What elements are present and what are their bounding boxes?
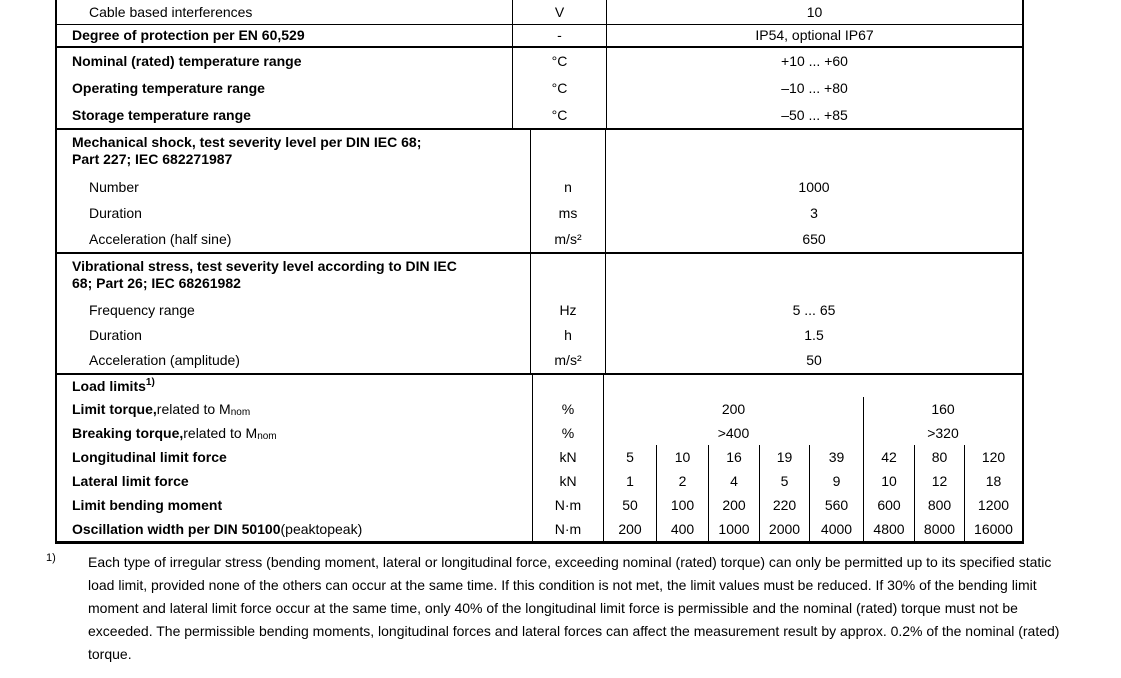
table-row bbox=[57, 445, 1022, 469]
value-cell: 80 bbox=[914, 445, 964, 469]
section-header-row bbox=[57, 254, 1022, 298]
value-cell: 12 bbox=[914, 469, 964, 493]
spec-unit bbox=[530, 254, 605, 298]
spec-label-subscript: nom bbox=[257, 430, 277, 442]
spec-unit: m/s² bbox=[530, 348, 605, 373]
section-header bbox=[57, 254, 530, 298]
value-cell: 9 bbox=[809, 469, 863, 493]
value-group bbox=[603, 397, 1022, 421]
value-cell: 560 bbox=[809, 493, 863, 517]
load-limits-section bbox=[57, 373, 1022, 541]
spec-value: IP54, optional IP67 bbox=[606, 25, 1022, 46]
value-group-left: >400 bbox=[717, 424, 750, 441]
table-row bbox=[57, 493, 1022, 517]
spec-label: Nominal (rated) temperature range bbox=[72, 53, 302, 69]
spec-label: Cable based interferences bbox=[89, 3, 253, 20]
spec-label: Acceleration (amplitude) bbox=[89, 352, 240, 368]
spec-label: Duration bbox=[89, 204, 142, 221]
spec-label bbox=[57, 517, 532, 541]
spec-label-rest: related to M bbox=[183, 424, 258, 441]
value-cell: 18 bbox=[964, 469, 1022, 493]
section-header-line2: Part 227; IEC 682271987 bbox=[72, 151, 233, 167]
value-group bbox=[603, 421, 1022, 445]
table-row bbox=[57, 469, 1022, 493]
spec-value: 650 bbox=[605, 226, 1022, 252]
spec-label bbox=[57, 493, 532, 517]
spec-label-bold: Lateral limit force bbox=[72, 472, 189, 489]
table-row bbox=[57, 298, 1022, 323]
value-cell: 400 bbox=[656, 517, 708, 541]
spec-unit: h bbox=[530, 323, 605, 348]
spec-label-bold: Breaking torque, bbox=[72, 424, 184, 441]
spec-label: Storage temperature range bbox=[72, 106, 251, 123]
vibrational-stress-section bbox=[57, 252, 1022, 373]
value-cell: 120 bbox=[964, 445, 1022, 469]
spec-unit bbox=[530, 130, 605, 174]
table-row bbox=[57, 348, 1022, 373]
spec-unit: n bbox=[530, 174, 605, 200]
footnote-text: Each type of irregular stress (bending moment, lateral or longitudinal force, exceeding nominal (rated) torque) can only be permitted up to its specified static load limit, provided none of the others can occur at the same time. If this condition is not met, the limit values must be reduced. If 30% of the bending limit moment and lateral limit force occur at the same time, only 40% of the longitudinal limit force is permissible and the nominal (rated) torque must not be exceeded. The permissible bending moments, longitudinal forces and lateral forces can affect the measurement result by approx. 0.2% of the nominal (rated) torque. bbox=[88, 554, 1060, 662]
value-cell: 16000 bbox=[964, 517, 1022, 541]
spec-label-rest: related to M bbox=[156, 400, 231, 417]
section-header-text: Load limits bbox=[72, 377, 146, 394]
spec-unit bbox=[532, 375, 603, 397]
spec-unit: Hz bbox=[530, 298, 605, 323]
spec-unit: N·m bbox=[532, 517, 603, 541]
spec-unit: kN bbox=[532, 445, 603, 469]
spec-unit: - bbox=[512, 25, 606, 46]
spec-label-bold: Limit bending moment bbox=[72, 496, 223, 513]
value-cell: 220 bbox=[759, 493, 809, 517]
value-cell: 5 bbox=[626, 448, 634, 465]
spec-label bbox=[57, 397, 532, 421]
table-row bbox=[57, 102, 1022, 128]
value-cell: 2 bbox=[656, 469, 708, 493]
spec-unit: kN bbox=[532, 469, 603, 493]
spec-value: 50 bbox=[605, 348, 1022, 373]
table-row bbox=[57, 174, 1022, 200]
spec-label: Number bbox=[89, 178, 139, 195]
table-row bbox=[57, 48, 1022, 75]
section-header bbox=[57, 375, 532, 397]
spec-unit: ms bbox=[530, 200, 605, 226]
value-cell: 50 bbox=[622, 496, 638, 513]
table-row bbox=[57, 421, 1022, 445]
spec-label: Acceleration (half sine) bbox=[89, 230, 232, 247]
spec-label-bold: Longitudinal limit force bbox=[72, 448, 227, 465]
value-cell: 800 bbox=[914, 493, 964, 517]
value-cell: 200 bbox=[708, 493, 759, 517]
value-cell: 2000 bbox=[759, 517, 809, 541]
value-cell: 10 bbox=[863, 469, 914, 493]
spec-value: 1.5 bbox=[605, 323, 1022, 348]
specifications-table bbox=[55, 0, 1024, 544]
spec-unit: m/s² bbox=[530, 226, 605, 252]
section-header bbox=[57, 130, 530, 174]
value-cell: 8000 bbox=[914, 517, 964, 541]
value-cell: 1200 bbox=[964, 493, 1022, 517]
section-header-line1: Mechanical shock, test severity level per DIN IEC 68; bbox=[72, 134, 422, 150]
value-cell: 100 bbox=[656, 493, 708, 517]
spec-value: 3 bbox=[605, 200, 1022, 226]
table-row bbox=[57, 25, 1022, 48]
value-cell: 10 bbox=[656, 445, 708, 469]
section-header-line1: Vibrational stress, test severity level according to DIN IEC bbox=[72, 258, 457, 274]
value-group-left: 200 bbox=[721, 400, 746, 417]
spec-unit: °C bbox=[512, 75, 606, 102]
spec-label-rest: (peaktopeak) bbox=[280, 520, 363, 537]
spec-label: Operating temperature range bbox=[72, 80, 265, 96]
spec-value: 10 bbox=[606, 0, 1022, 24]
value-group-right: 160 bbox=[863, 397, 1022, 421]
spec-label-bold: Oscillation width per DIN 50100 bbox=[72, 520, 281, 537]
footnote-marker: 1) bbox=[46, 552, 56, 564]
value-cell: 4 bbox=[708, 469, 759, 493]
spec-value bbox=[603, 375, 1022, 397]
value-cell: 42 bbox=[863, 445, 914, 469]
value-group bbox=[603, 445, 1022, 469]
spec-value: 5 ... 65 bbox=[605, 298, 1022, 323]
footnote bbox=[46, 551, 1086, 666]
value-cell: 200 bbox=[618, 520, 642, 537]
value-cell: 4800 bbox=[863, 517, 914, 541]
section-header-row bbox=[57, 130, 1022, 174]
table-row bbox=[57, 397, 1022, 421]
table-row bbox=[57, 323, 1022, 348]
value-group bbox=[603, 493, 1022, 517]
value-cell: 16 bbox=[708, 445, 759, 469]
spec-label-bold: Limit torque, bbox=[72, 400, 157, 417]
spec-value: –10 ... +80 bbox=[606, 75, 1022, 102]
value-cell: 1000 bbox=[708, 517, 759, 541]
table-row bbox=[57, 75, 1022, 102]
spec-value: 1000 bbox=[605, 174, 1022, 200]
value-cell: 1 bbox=[626, 472, 634, 489]
spec-label bbox=[57, 469, 532, 493]
spec-label bbox=[57, 421, 532, 445]
value-group-right: >320 bbox=[863, 421, 1022, 445]
spec-value bbox=[605, 254, 1022, 298]
spec-label: Duration bbox=[89, 327, 142, 343]
table-row bbox=[57, 226, 1022, 252]
spec-label-subscript: nom bbox=[230, 406, 251, 418]
table-row bbox=[57, 0, 1022, 25]
value-cell: 19 bbox=[759, 445, 809, 469]
value-group bbox=[603, 469, 1022, 493]
spec-label bbox=[57, 445, 532, 469]
spec-label: Degree of protection per EN 60,529 bbox=[72, 27, 305, 43]
spec-value: +10 ... +60 bbox=[606, 48, 1022, 75]
spec-unit: N·m bbox=[532, 493, 603, 517]
spec-unit: V bbox=[512, 0, 606, 24]
section-header-row bbox=[57, 375, 1022, 397]
spec-unit: % bbox=[532, 421, 603, 445]
value-cell: 39 bbox=[809, 445, 863, 469]
section-header-line2: 68; Part 26; IEC 68261982 bbox=[72, 275, 241, 291]
value-cell: 4000 bbox=[809, 517, 863, 541]
value-group bbox=[603, 517, 1022, 541]
spec-value bbox=[605, 130, 1022, 174]
value-cell: 600 bbox=[863, 493, 914, 517]
general-specs-section bbox=[57, 0, 1022, 128]
table-row bbox=[57, 200, 1022, 226]
value-cell: 5 bbox=[759, 469, 809, 493]
spec-unit: °C bbox=[512, 102, 606, 128]
spec-unit: °C bbox=[512, 48, 606, 75]
spec-unit: % bbox=[532, 397, 603, 421]
footnote-reference: 1) bbox=[145, 376, 155, 388]
table-row bbox=[57, 517, 1022, 541]
spec-value: –50 ... +85 bbox=[606, 102, 1022, 128]
spec-label: Frequency range bbox=[89, 302, 195, 318]
mechanical-shock-section bbox=[57, 128, 1022, 252]
